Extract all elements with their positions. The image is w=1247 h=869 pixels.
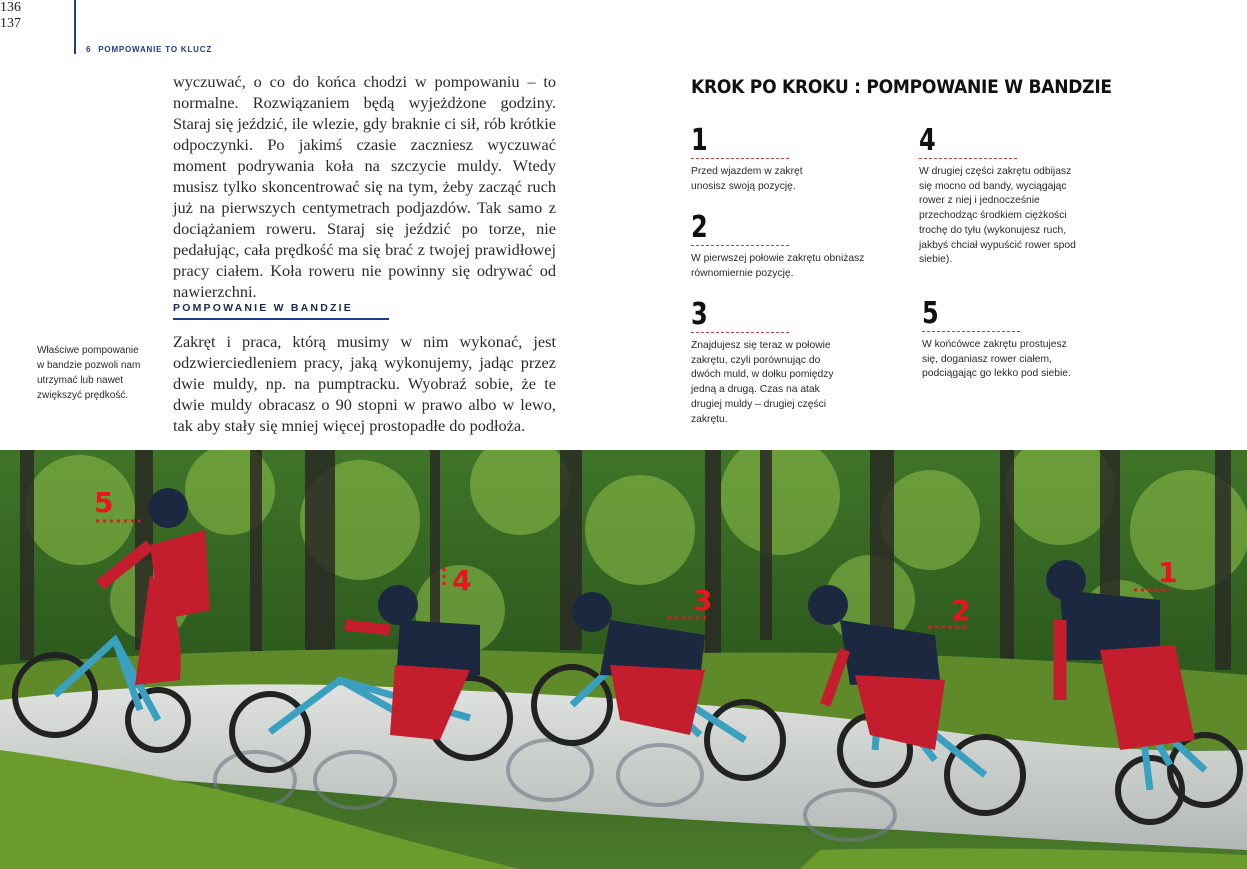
- step-number: 5: [922, 296, 939, 331]
- step-number: 2: [691, 210, 708, 245]
- chapter-number: 6: [86, 45, 92, 54]
- photo-label-3: 3: [693, 584, 713, 617]
- page-number-left: 136: [0, 0, 21, 15]
- photo-label-1: 1: [1158, 556, 1178, 589]
- step-number: 4: [919, 123, 936, 158]
- step-5: [922, 296, 1097, 382]
- step-text: W pierwszej połowie zakrętu obniżasz równomiernie pozycję.: [691, 253, 865, 279]
- photo-label-4: 4: [452, 564, 472, 597]
- step-text: Znajdujesz się teraz w połowie zakrętu, czyli porównując do dwóch muld, w dołku pomiędzy jedną a drugą. Czas na atak drugiej muldy – drugiej części zakrętu.: [691, 340, 834, 425]
- step-text: Przed wjazdem w zakręt unosisz swoją pozycję.: [691, 166, 803, 192]
- section-subheading: POMPOWANIE W BANDZIE: [173, 302, 353, 314]
- sidenote: Właściwe pompowanie w bandzie pozwoli nam utrzymać lub nawet zwiększyć prędkość.: [37, 345, 141, 401]
- step-text: W drugiej części zakrętu odbijasz się mocno od bandy, wyciągając rower z niej i jednocześnie przechodząc środkiem ciężkości trochę do tyłu (wykonujesz ruch, jakbyś chciał wypuścić rower spod siebie).: [919, 166, 1076, 266]
- step-divider: [922, 331, 1020, 332]
- step-divider: [691, 332, 789, 333]
- step-text: W końcówce zakrętu prostujesz się, doganiasz rower ciałem, podciągając go lekko pod siebie.: [922, 339, 1071, 380]
- step-1: [691, 123, 866, 194]
- step-number: 1: [691, 123, 708, 158]
- steps-title: KROK PO KROKU : POMPOWANIE W BANDZIE: [691, 76, 1112, 98]
- step-divider: [919, 158, 1017, 159]
- step-3: [691, 297, 866, 427]
- page-number-right: 137: [0, 16, 21, 31]
- running-head: [86, 45, 212, 54]
- step-2: [691, 210, 866, 281]
- header-rule: [74, 0, 76, 54]
- chapter-title: POMPOWANIE TO KLUCZ: [98, 45, 213, 54]
- step-4: [919, 123, 1094, 268]
- step-number: 3: [691, 297, 708, 332]
- subheading-rule: [173, 318, 389, 320]
- photo-label-5: 5: [94, 486, 114, 519]
- step-divider: [691, 245, 789, 246]
- riding-sequence-photo: [0, 450, 1247, 869]
- body-paragraph-2: Zakręt i praca, którą musimy w nim wykonać, jest odzwierciedleniem pracy, jaką wykonujemy, jadąc przez dwie muldy, np. na pumptracku. Wyobraź sobie, że te dwie muldy obracasz o 90 stopni w prawo albo w lewo, tak aby stały się mniej więcej prostopadłe do podłoża.: [173, 332, 556, 435]
- photo-label-2: 2: [951, 594, 971, 627]
- body-paragraph-1: wyczuwać, o co do końca chodzi w pompowaniu – to normalne. Rozwiązaniem będą wyjeżdżone godziny. Staraj się jeździć, ile wlezie, gdy braknie ci sił, rób krótkie odpoczynki. Po jakimś czasie zaczniesz wyczuwać moment podrywania koła na szczycie muldy. Wtedy musisz tylko skoncentrować się na tym, żeby zacząć ruch już na pierwszych centymetrach podjazdów. Tak samo z dociążaniem roweru. Staraj się jeździć po torze, nie pedałując, cała prędkość ma się brać z twojej prawidłowej pracy ciałem. Koła roweru nie powinny się odrywać od nawierzchni.: [173, 72, 556, 301]
- step-divider: [691, 158, 789, 159]
